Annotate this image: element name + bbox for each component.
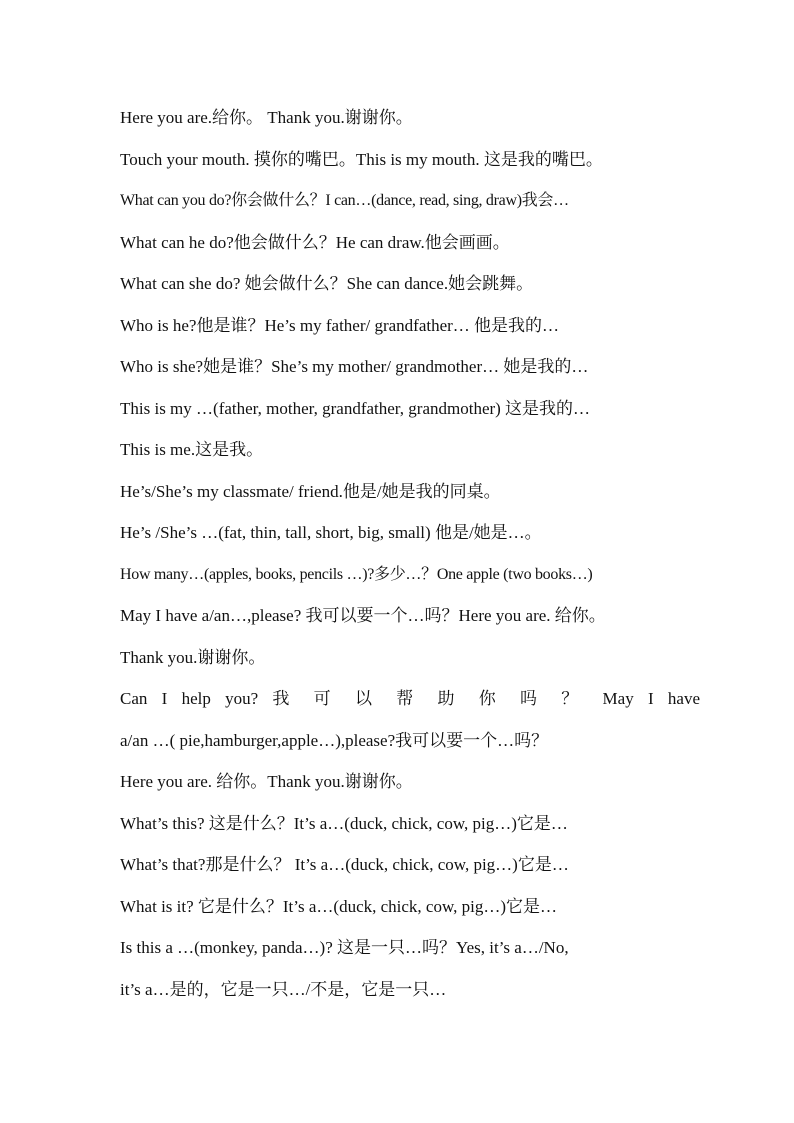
text-line: What can you do?你会做什么？I can…(dance, read, sing, draw)我会…: [120, 192, 569, 209]
text-line: a/an …( pie,hamburger,apple…),please?我可以要一个…吗？: [120, 730, 549, 750]
text-line: Who is he?他是谁？He’s my father/ grandfather… 他是我的…: [120, 315, 560, 335]
text-line: Thank you.谢谢你。: [120, 647, 266, 667]
text-line: He’s /She’s …(fat, thin, tall, short, big, small) 他是/她是…。: [120, 523, 542, 542]
text-line: Who is she?她是谁？She’s my mother/ grandmother… 她是我的…: [120, 357, 589, 376]
text-line: May I have a/an…,please? 我可以要一个…吗？Here you are. 给你。: [120, 606, 606, 625]
text-line: How many…(apples, books, pencils …)?多少…？One apple (two books…): [120, 565, 593, 583]
text-line: This is my …(father, mother, grandfather, grandmother) 这是我的…: [120, 398, 591, 418]
text-line: Is this a …(monkey, panda…)? 这是一只…吗？Yes, it’s a…/No,: [120, 938, 569, 957]
text-line: Can I help you? 我 可 以 帮 助 你 吗 ？ May I have: [120, 689, 700, 708]
text-line: What’s this? 这是什么？It’s a…(duck, chick, cow, pig…)它是…: [120, 813, 568, 833]
text-line: What can she do? 她会做什么？She can dance.她会跳舞。: [120, 274, 534, 293]
text-line: What’s that?那是什么？ It’s a…(duck, chick, cow, pig…)它是…: [120, 855, 569, 874]
text-line: Here you are. 给你。Thank you.谢谢你。: [120, 772, 413, 791]
text-line: Touch your mouth. 摸你的嘴巴。This is my mouth. 这是我的嘴巴。: [120, 149, 603, 169]
text-line: What is it? 它是什么？It’s a…(duck, chick, cow, pig…)它是…: [120, 896, 558, 916]
text-body: [120, 102, 700, 1015]
text-line: What can he do?他会做什么？He can draw.他会画画。: [120, 232, 510, 252]
text-line: it’s a…是的，它是一只…/不是，它是一只…: [120, 979, 447, 999]
text-line: This is me.这是我。: [120, 440, 264, 459]
text-line: He’s/She’s my classmate/ friend.他是/她是我的同桌。: [120, 481, 501, 501]
text-line: Here you are.给你。 Thank you.谢谢你。: [120, 108, 413, 127]
